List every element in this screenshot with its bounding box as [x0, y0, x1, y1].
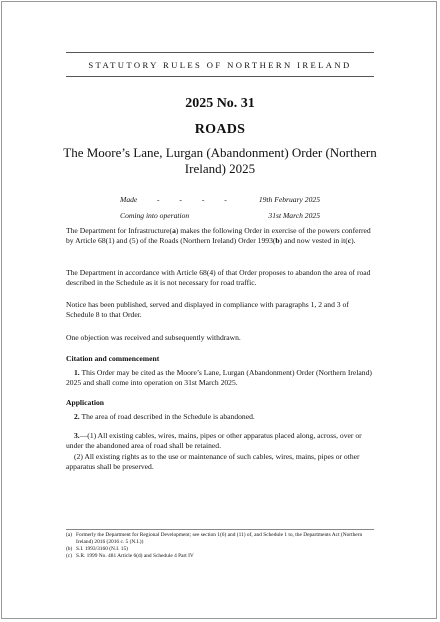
section-3	[66, 431, 374, 451]
preamble-paragraph-1	[66, 226, 374, 246]
preamble-1-text-c: ) and now vested in it(	[279, 236, 348, 245]
section-1	[66, 368, 374, 388]
preamble-paragraph-4	[66, 333, 374, 343]
section-2	[66, 412, 374, 422]
preamble-4-text: One objection was received and subsequently withdrawn.	[66, 333, 241, 342]
made-label: Made	[120, 195, 138, 204]
section-1-text: This Order may be cited as the Moore’s Lane, Lurgan (Abandonment) Order (Northern Ireland) 2025 and shall come into operation on 31st March 2025.	[66, 368, 372, 387]
operation-value: 31st March 2025	[268, 211, 320, 220]
made-value: 19th February 2025	[258, 195, 320, 204]
footnote-mark: (b)	[66, 546, 73, 552]
document-number: 2025 No. 31	[185, 96, 255, 111]
section-3-subsection-2	[66, 452, 374, 472]
footnotes	[66, 532, 374, 560]
footnote-mark: (a)	[66, 532, 72, 538]
preamble-1-text-b: ) makes the following Order in exercise of the powers conferred by Article 68(1) and (5) of the Roads (Northern Ireland) Order 1993(	[66, 226, 371, 245]
footnote-divider	[66, 529, 374, 530]
footnote-text: S.R. 1999 No. 481 Article 6(d) and Schedule 4 Part IV	[76, 553, 194, 559]
footnote-text: Formerly the Department for Regional Development; see section 1(6) and (11) of, and Schedule 1 to, the Departments Act (Northern Ireland) 2016 (2016 c. 5 (N.I.))	[76, 532, 363, 545]
section-3-number: 3.	[74, 431, 80, 440]
series-header: STATUTORY RULES OF NORTHERN IRELAND	[66, 52, 374, 77]
document-title: The Moore’s Lane, Lurgan (Abandonment) Order (Northern Ireland) 2025	[63, 145, 377, 176]
footnote-b	[66, 546, 374, 553]
made-dashes: - - - -	[157, 195, 236, 204]
preamble-paragraph-3	[66, 300, 374, 320]
footnote-ref-c[interactable]: c	[347, 236, 352, 245]
preamble-1-text-d: ).	[351, 236, 356, 245]
preamble-paragraph-2	[66, 268, 374, 288]
made-date-row	[120, 195, 320, 211]
operation-label: Coming into operation	[120, 211, 190, 220]
footnote-c	[66, 553, 374, 560]
dates-block	[120, 195, 320, 227]
application-heading: Application	[66, 398, 104, 407]
operation-date-row	[120, 211, 320, 227]
footnote-mark: (c)	[66, 553, 72, 559]
section-2-number: 2.	[74, 412, 80, 421]
document-subject: ROADS	[194, 122, 246, 137]
section-3-text: —(1) All existing cables, wires, mains, pipes or other apparatus placed along, across, over or under the abandoned area of road shall be retained.	[66, 431, 362, 450]
footnote-ref-b[interactable]: b	[275, 236, 280, 245]
section-3-2-text: (2) All existing rights as to the use or maintenance of such cables, wires, mains, pipes or other apparatus shall be preserved.	[66, 452, 360, 471]
footnote-a	[66, 532, 374, 546]
preamble-2-text: The Department in accordance with Article 68(4) of that Order proposes to abandon the area of road described in the Schedule as it is not necessary for road traffic.	[66, 268, 371, 287]
preamble-3-text: Notice has been published, served and displayed in compliance with paragraphs 1, 2 and 3 of Schedule 8 to that Order.	[66, 300, 349, 319]
citation-heading: Citation and commencement	[66, 354, 160, 363]
section-2-text: The area of road described in the Schedule is abandoned.	[79, 412, 255, 421]
section-1-number: 1.	[74, 368, 80, 377]
footnote-text: S.I. 1993/3160 (N.I. 15)	[76, 546, 128, 552]
footnote-ref-a[interactable]: a	[172, 226, 176, 235]
preamble-1-text-a: The Department for Infrastructure(	[66, 226, 173, 235]
